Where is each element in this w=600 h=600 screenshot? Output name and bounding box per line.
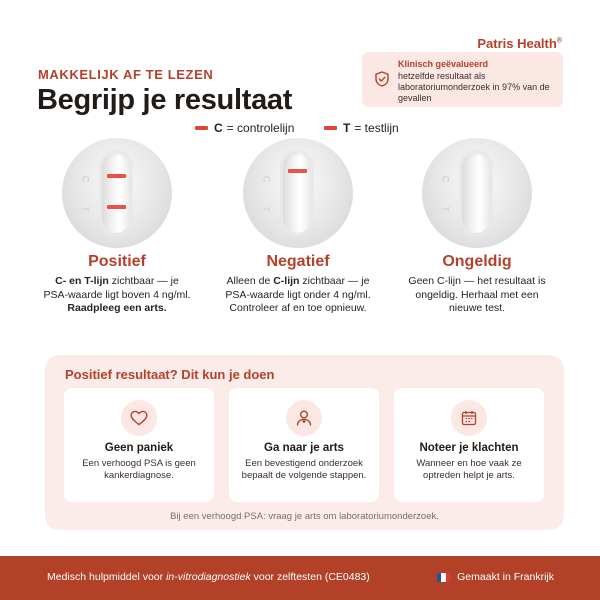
cassette-invalid: [422, 138, 532, 248]
result-window: [99, 150, 133, 236]
control-line-swatch: [195, 126, 208, 130]
panel-title: Positief resultaat? Dit kun je doen: [65, 367, 275, 382]
test-line: [107, 205, 126, 209]
desc-text: Alleen de: [226, 275, 274, 287]
brand-name: Patris Health: [477, 36, 557, 51]
card-see-doctor: [229, 388, 379, 502]
doctor-icon: [286, 400, 322, 436]
notice-emphasis: in-vitrodiagnostiek: [166, 571, 251, 583]
card-text: Een bevestigend onderzoek bepaalt de volgende stappen.: [241, 458, 367, 481]
result-positive-title: Positief: [88, 253, 146, 270]
cassette-marking: T: [79, 206, 90, 212]
card-text: Een verhoogd PSA is geen kankerdiagnose.: [82, 458, 196, 481]
regulatory-notice: [47, 571, 370, 583]
card-title: Ga naar je arts: [264, 442, 344, 454]
cassette-marking: C: [80, 175, 91, 183]
notice-text: voor zelftesten (CE0483): [250, 571, 370, 583]
france-flag-icon: [437, 573, 450, 582]
legend-t-key: T: [343, 121, 351, 135]
result-negative-title: Negatief: [266, 253, 330, 270]
desc-text: Geen C-lijn — het resultaat is ongeldig. Herhaal met een nieuwe test.: [408, 275, 546, 314]
eyebrow-heading: MAKKELIJK AF TE LEZEN: [38, 67, 214, 82]
card-note-symptoms: [394, 388, 544, 502]
desc-text: zichtbaar — je PSA-waarde ligt boven 4 ng/ml.: [43, 275, 191, 301]
result-window: [280, 150, 314, 236]
legend-test-line: [324, 121, 399, 135]
desc-text: zichtbaar — je PSA-waarde ligt onder 4 ng/ml. Controleer af en toe opnieuw.: [225, 275, 371, 314]
result-window: [459, 150, 493, 236]
result-invalid-title: Ongeldig: [442, 253, 512, 270]
clinical-title: Klinisch geëvalueerd: [398, 59, 489, 69]
made-in-france: [437, 571, 554, 583]
result-positive-desc: [42, 275, 192, 316]
legend-c-key: C: [214, 121, 223, 135]
origin-text: Gemaakt in Frankrijk: [457, 571, 554, 583]
panel-note: Bij een verhoogd PSA: vraag je arts om laboratoriumonderzoek.: [170, 511, 439, 522]
brand-logo: [477, 36, 562, 51]
calendar-icon: [451, 400, 487, 436]
desc-bold: C-lijn: [273, 275, 300, 287]
cassette-marking: C: [261, 175, 272, 183]
cassette-marking: C: [440, 175, 451, 183]
registered-mark: ®: [556, 37, 562, 45]
notice-text: Medisch hulpmiddel voor: [47, 571, 167, 583]
desc-bold: C- en T-lijn: [55, 275, 109, 287]
cassette-positive: [62, 138, 172, 248]
control-line: [288, 169, 307, 173]
clinical-badge: [362, 52, 563, 107]
legend-c-text: = controlelijn: [226, 121, 295, 135]
heart-icon: [121, 400, 157, 436]
desc-bold: Raadpleeg een arts.: [67, 302, 167, 314]
legend-t-text: = testlijn: [354, 121, 399, 135]
legend-control-line: [195, 121, 294, 135]
cassette-marking: T: [260, 206, 271, 212]
result-negative-desc: [223, 275, 373, 316]
test-line-swatch: [324, 126, 337, 130]
page-title: Begrijp je resultaat: [37, 84, 293, 116]
card-no-panic: [64, 388, 214, 502]
line-legend: [0, 121, 600, 137]
cassette-negative: [243, 138, 353, 248]
control-line: [107, 174, 126, 178]
footer-bar: [0, 556, 600, 600]
clinical-text: hetzelfde resultaat als laboratoriumonderzoek in 97% van de gevallen: [398, 71, 550, 103]
cassette-marking: T: [439, 206, 450, 212]
shield-check-icon: [375, 71, 389, 87]
card-title: Noteer je klachten: [419, 442, 519, 454]
card-title: Geen paniek: [104, 442, 174, 454]
result-invalid-desc: [402, 275, 552, 316]
card-text: Wanneer en hoe vaak ze optreden helpt je arts.: [416, 458, 522, 481]
positive-action-panel: [45, 355, 564, 530]
